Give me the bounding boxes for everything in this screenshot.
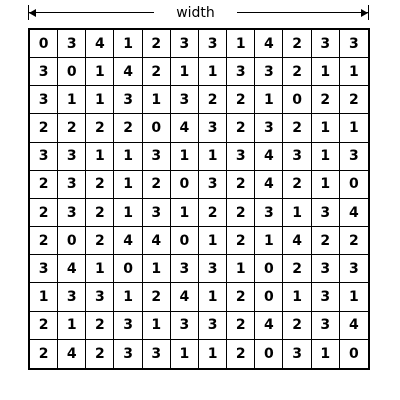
grid-cell[interactable]: 1 — [255, 227, 283, 255]
grid-cell[interactable]: 1 — [227, 30, 255, 58]
grid-cell[interactable]: 2 — [283, 58, 311, 86]
grid-cell[interactable]: 4 — [255, 171, 283, 199]
grid-cell[interactable]: 4 — [143, 227, 171, 255]
grid-cell[interactable]: 1 — [199, 58, 227, 86]
grid-cell[interactable]: 2 — [227, 340, 255, 368]
grid-cell[interactable]: 2 — [283, 255, 311, 283]
arrow-right-icon — [361, 9, 368, 17]
grid-cell[interactable]: 1 — [199, 227, 227, 255]
grid-cell[interactable]: 1 — [86, 86, 114, 114]
grid-cell[interactable]: 1 — [227, 255, 255, 283]
grid-cell[interactable]: 3 — [283, 340, 311, 368]
grid-cell[interactable]: 3 — [171, 86, 199, 114]
grid-cell[interactable]: 3 — [58, 199, 86, 227]
grid-cell[interactable]: 3 — [312, 312, 340, 340]
grid-cell[interactable]: 1 — [58, 312, 86, 340]
grid-cell[interactable]: 1 — [199, 283, 227, 311]
grid-cell[interactable]: 1 — [114, 199, 142, 227]
grid-cell[interactable]: 2 — [114, 114, 142, 142]
grid-cell[interactable]: 3 — [312, 30, 340, 58]
grid-cell[interactable]: 2 — [143, 30, 171, 58]
grid-cell[interactable]: 1 — [30, 283, 58, 311]
grid-cell[interactable]: 0 — [340, 171, 368, 199]
grid-cell[interactable]: 1 — [86, 58, 114, 86]
grid-cell[interactable]: 4 — [114, 58, 142, 86]
grid-cell[interactable]: 1 — [86, 255, 114, 283]
grid-cell[interactable]: 2 — [227, 199, 255, 227]
grid-cell[interactable]: 2 — [86, 340, 114, 368]
width-label: width — [176, 5, 215, 21]
grid-cell[interactable]: 0 — [349, 345, 359, 362]
grid-cell[interactable]: 0 — [114, 255, 142, 283]
grid-cell[interactable]: 3 — [58, 171, 86, 199]
grid-cell[interactable]: 3 — [30, 255, 58, 283]
grid-cell[interactable]: 3 — [30, 86, 58, 114]
grid-cell[interactable]: 2 — [227, 86, 255, 114]
grid-cell[interactable]: 3 — [30, 143, 58, 171]
grid-cell[interactable]: 2 — [30, 312, 58, 340]
grid-cell[interactable]: 3 — [255, 114, 283, 142]
grid-cell[interactable]: 4 — [58, 255, 86, 283]
grid-cell[interactable]: 4 — [114, 227, 142, 255]
grid-cell[interactable]: 3 — [255, 199, 283, 227]
grid-cell[interactable]: 4 — [171, 283, 199, 311]
grid-cell[interactable]: 2 — [227, 114, 255, 142]
grid-cell[interactable]: 3 — [143, 340, 171, 368]
grid-cell[interactable]: 3 — [171, 312, 199, 340]
grid-cell[interactable]: 1 — [114, 171, 142, 199]
grid-cell[interactable]: 1 — [312, 340, 340, 368]
grid-cell[interactable]: 2 — [86, 114, 114, 142]
grid-cell[interactable]: 4 — [255, 143, 283, 171]
grid-cell[interactable]: 3 — [340, 30, 368, 58]
grid-cell[interactable]: 0 — [143, 114, 171, 142]
grid-cell[interactable]: 2 — [312, 86, 340, 114]
grid-cell[interactable]: 3 — [58, 283, 86, 311]
grid-cell[interactable]: 2 — [86, 171, 114, 199]
grid-cell[interactable]: 3 — [58, 30, 86, 58]
grid-cell[interactable]: 2 — [340, 86, 368, 114]
grid-cell[interactable]: 1 — [143, 86, 171, 114]
grid-cell[interactable]: 1 — [340, 58, 368, 86]
grid-cell[interactable]: 1 — [283, 283, 311, 311]
grid-cell[interactable]: 3 — [227, 143, 255, 171]
grid-cell[interactable]: 0 — [171, 171, 199, 199]
grid-cell[interactable]: 4 — [171, 114, 199, 142]
grid-cell[interactable]: 1 — [171, 143, 199, 171]
grid-cell[interactable]: 4 — [255, 30, 283, 58]
grid-cell[interactable]: 4 — [340, 312, 368, 340]
grid-cell[interactable]: 2 — [30, 227, 58, 255]
grid-cell[interactable]: 3 — [58, 143, 86, 171]
grid-cell[interactable]: 3 — [114, 86, 142, 114]
grid-cell[interactable]: 3 — [171, 255, 199, 283]
grid-cell[interactable]: 1 — [114, 283, 142, 311]
grid-cell[interactable]: 3 — [255, 58, 283, 86]
grid-cell[interactable]: 2 — [86, 199, 114, 227]
grid-cell[interactable]: 1 — [114, 143, 142, 171]
grid-cell[interactable]: 3 — [30, 58, 58, 86]
grid-cell[interactable]: 2 — [30, 114, 58, 142]
grid-cell[interactable]: 2 — [283, 30, 311, 58]
dimension-line-right — [237, 12, 368, 13]
grid-cell[interactable]: 0 — [283, 86, 311, 114]
grid-cell[interactable]: 2 — [30, 340, 58, 368]
grid-cell[interactable]: 3 — [199, 114, 227, 142]
grid-cell[interactable]: 3 — [86, 283, 114, 311]
grid-cell[interactable]: 2 — [283, 171, 311, 199]
arrow-left-icon — [29, 9, 36, 17]
grid-cell[interactable]: 3 — [283, 143, 311, 171]
grid-cell[interactable]: 3 — [199, 312, 227, 340]
grid-cell[interactable]: 2 — [30, 199, 58, 227]
grid-cell[interactable]: 2 — [143, 171, 171, 199]
grid-cell[interactable]: 3 — [143, 143, 171, 171]
grid-cell[interactable]: 2 — [312, 227, 340, 255]
grid-cell[interactable]: 2 — [227, 171, 255, 199]
grid-cell[interactable]: 4 — [340, 199, 368, 227]
grid-cell[interactable]: 1 — [171, 199, 199, 227]
grid-cell[interactable]: 1 — [114, 30, 142, 58]
grid-cell[interactable]: 0 — [58, 227, 86, 255]
grid-cell[interactable]: 1 — [143, 312, 171, 340]
grid-cell[interactable]: 2 — [58, 114, 86, 142]
dimension-line-left — [29, 12, 154, 13]
grid-cell[interactable]: 3 — [114, 340, 142, 368]
grid-cell[interactable]: 1 — [340, 283, 368, 311]
grid-cell[interactable]: 2 — [199, 199, 227, 227]
grid-cell[interactable]: 2 — [30, 171, 58, 199]
grid-cell[interactable]: 3 — [227, 58, 255, 86]
grid-cell[interactable]: 1 — [312, 171, 340, 199]
grid-cell[interactable]: 1 — [283, 199, 311, 227]
grid-cell[interactable]: 3 — [114, 312, 142, 340]
grid-cell[interactable]: 2 — [283, 312, 311, 340]
grid-cell[interactable]: 2 — [143, 58, 171, 86]
grid-cell[interactable]: 3 — [312, 255, 340, 283]
grid-cell[interactable]: 4 — [58, 340, 86, 368]
grid-cell[interactable]: 1 — [58, 86, 86, 114]
grid-cell[interactable]: 1 — [340, 114, 368, 142]
grid-cell[interactable]: 2 — [199, 86, 227, 114]
grid-cell[interactable]: 3 — [143, 199, 171, 227]
grid-cell[interactable]: 1 — [199, 143, 227, 171]
grid-cell[interactable]: 2 — [283, 114, 311, 142]
grid-cell[interactable]: 1 — [171, 58, 199, 86]
grid-cell[interactable]: 0 — [255, 340, 283, 368]
grid-cell[interactable]: 1 — [312, 58, 340, 86]
grid-cell[interactable]: 2 — [86, 227, 114, 255]
grid-cell[interactable]: 4 — [255, 312, 283, 340]
grid-cell[interactable]: 2 — [86, 312, 114, 340]
grid-cell[interactable]: 3 — [199, 30, 227, 58]
grid-cell[interactable]: 2 — [227, 283, 255, 311]
grid-cell[interactable]: 1 — [312, 114, 340, 142]
grid-cell[interactable]: 3 — [199, 255, 227, 283]
grid-cell[interactable]: 0 — [255, 283, 283, 311]
grid-cell[interactable]: 2 — [340, 227, 368, 255]
grid-cell[interactable]: 3 — [312, 283, 340, 311]
grid-cell[interactable]: 0 — [171, 227, 199, 255]
number-grid — [28, 28, 370, 370]
grid-cell[interactable]: 3 — [312, 199, 340, 227]
grid-cell[interactable]: 1 — [255, 86, 283, 114]
grid-cell[interactable]: 3 — [171, 30, 199, 58]
grid-cell[interactable]: 1 — [312, 143, 340, 171]
grid-cell[interactable]: 1 — [143, 255, 171, 283]
grid-cell[interactable]: 1 — [199, 340, 227, 368]
grid-cell[interactable]: 3 — [199, 171, 227, 199]
grid-cell[interactable]: 2 — [227, 227, 255, 255]
grid-cell[interactable]: 0 — [255, 255, 283, 283]
dimension-right-tick — [368, 5, 369, 20]
width-dimension-indicator — [27, 2, 370, 24]
grid-cell[interactable]: 0 — [58, 58, 86, 86]
grid-cell[interactable]: 4 — [283, 227, 311, 255]
grid-cell[interactable]: 3 — [340, 143, 368, 171]
grid-cell[interactable]: 1 — [86, 143, 114, 171]
grid-cell[interactable]: 2 — [227, 312, 255, 340]
grid-cell[interactable]: 3 — [340, 255, 368, 283]
grid-cell[interactable]: 0 — [30, 30, 58, 58]
grid-cell[interactable]: 4 — [86, 30, 114, 58]
grid-cell[interactable]: 2 — [143, 283, 171, 311]
grid-cell[interactable]: 1 — [171, 340, 199, 368]
